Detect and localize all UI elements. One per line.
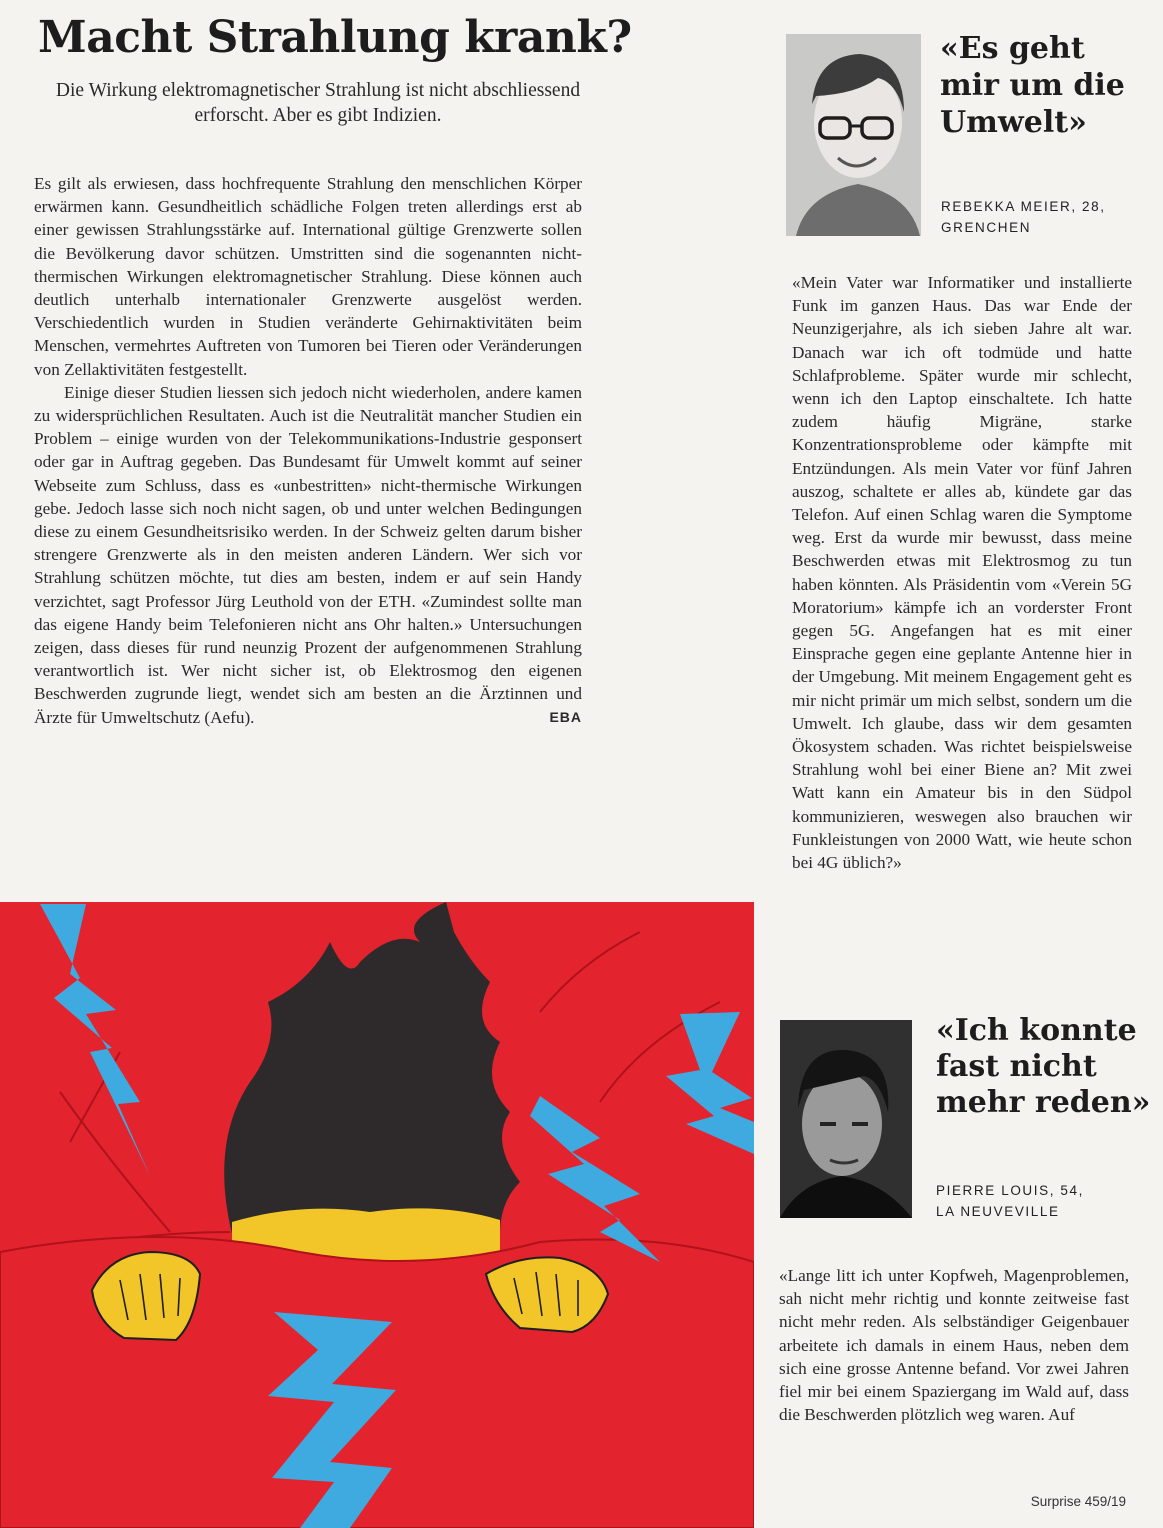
portrait-man-icon bbox=[780, 1020, 912, 1218]
article-headline: Macht Strahlung krank? bbox=[38, 12, 632, 63]
article-lede: Die Wirkung elektromagnetischer Strahlung ist nicht abschliessend erforscht. Aber es gibt Indizien. bbox=[55, 80, 581, 126]
person-attribution bbox=[936, 1180, 1084, 1222]
article-body bbox=[34, 172, 582, 729]
person-attribution bbox=[941, 196, 1106, 238]
radiation-illustration bbox=[0, 902, 754, 1528]
person-place: GRENCHEN bbox=[941, 220, 1032, 235]
quote-title: «Ich konnte fast nicht mehr reden» bbox=[936, 1013, 1151, 1120]
body-paragraph-text: Einige dieser Studien liessen sich jedoch nicht wiederholen, andere kamen zu widersprüchlichen Resultaten. Auch ist die Neutralität mancher Studien ein Problem – einige wurden von der Telekommunikations-Industrie gesponsert oder gar in Auftrag gegeben. Das Bundesamt für Umwelt kommt auf seiner Webseite zum Schluss, dass es «unbestritten» nicht-thermische Wirkungen gebe. Jedoch lasse sich noch nicht sagen, ob und unter welchen Bedingungen diese zu einem Gesundheitsrisiko werden. In der Schweiz gelten darum bisher strengere Grenzwerte als in den meisten anderen Ländern. Wer sich vor Strahlung schützen möchte, tut dies am besten, indem er auf sein Handy verzichtet, sagt Professor Jürg Leuthold von der ETH. «Zumindest sollte man das eigene Handy beim Telefonieren nicht ans Ohr halten.» Untersuchungen zeigen, dass dieses für rund neunzig Prozent der aufgenommenen Strahlung verantwortlich ist. Wer nicht sicher ist, ob Elektrosmog den eigenen Beschwerden zugrunde liegt, wendet sich am besten an die Ärztinnen und Ärzte für Umweltschutz (Aefu). bbox=[34, 382, 582, 727]
body-paragraph: Es gilt als erwiesen, dass hochfrequente Strahlung den menschlichen Körper erwärmen kann. Gesundheitlich schädliche Folgen treten allerdings erst ab einer gewissen Strahlungsstärke auf. International gültige Grenzwerte sollen die Bevölkerung davor schützen. Umstritten sind die sogenannten nicht-thermischen Wirkungen elektromagnetischer Strahlung. Diese können auch deutlich unterhalb internationaler Grenzwerte ausgelöst werden. Verschiedentlich wurden in Studien veränderte Gehirnaktivitäten beim Menschen, vermehrtes Auftreten von Tumoren bei Tieren oder Veränderungen von Zellaktivitäten festgestellt. bbox=[34, 174, 582, 379]
person-place: LA NEUVEVILLE bbox=[936, 1204, 1060, 1219]
person-name: PIERRE LOUIS, 54, bbox=[936, 1183, 1084, 1198]
person-name: REBEKKA MEIER, 28, bbox=[941, 199, 1106, 214]
quote-title: «Es geht mir um die Umwelt» bbox=[940, 31, 1125, 140]
portrait-woman-icon bbox=[786, 34, 921, 236]
testimonial-text: «Lange litt ich unter Kopfweh, Magenproblemen, sah nicht mehr richtig und konnte zeitweise fast nicht mehr reden. Als selbständiger Geigenbauer arbeitete ich damals in einem Haus, neben dem sich eine grosse Antenne befand. Vor zwei Jahren fiel mir bei einem Spaziergang im Wald auf, dass die Beschwerden plötzlich weg waren. Auf bbox=[779, 1266, 1129, 1425]
testimonial-text: «Mein Vater war Informatiker und installierte Funk im ganzen Haus. Das war Ende der Neunzigerjahre, als ich sieben Jahre alt war. Danach war ich oft todmüde und hatte Schlafprobleme. Später wurde mir schlecht, wenn ich den Laptop einschaltete. Ich hatte zudem häufig Migräne, starke Konzentrationsprobleme oder kämpfte mit Entzündungen. Als mein Vater vor fünf Jahren auszog, schaltete er alles ab, kündete gar das Telefon. Auf einen Schlag waren die Symptome weg. Erst da wurde mir bewusst, dass meine Beschwerden etwas mit Elektrosmog zu tun haben könnten. Als Präsidentin vom «Verein 5G Moratorium» kämpfe ich an vorderster Front gegen 5G. Angefangen hat es mit einer Einsprache gegen eine geplante Antenne hier in der Umgebung. Mit meinem Engagement geht es mir nicht primär um mich selbst, sondern um die Umwelt. Ich glaube, dass wir dem gesamten Ökosystem schaden. Was richtet beispielsweise Strahlung wohl bei einer Biene an? Mit zwei Watt kann ein Amateur bis in den Südpol kommunizieren, weswegen also brauchen wir Funkleistungen von 2000 Watt, wie heute schon bei 4G üblich?» bbox=[792, 273, 1132, 873]
portrait-photo-rebekka-meier bbox=[786, 34, 921, 236]
page-footer: Surprise 459/19 bbox=[1030, 1494, 1126, 1509]
body-paragraph bbox=[34, 381, 582, 729]
author-signature: EBA bbox=[549, 708, 582, 725]
portrait-photo-pierre-louis bbox=[780, 1020, 912, 1218]
